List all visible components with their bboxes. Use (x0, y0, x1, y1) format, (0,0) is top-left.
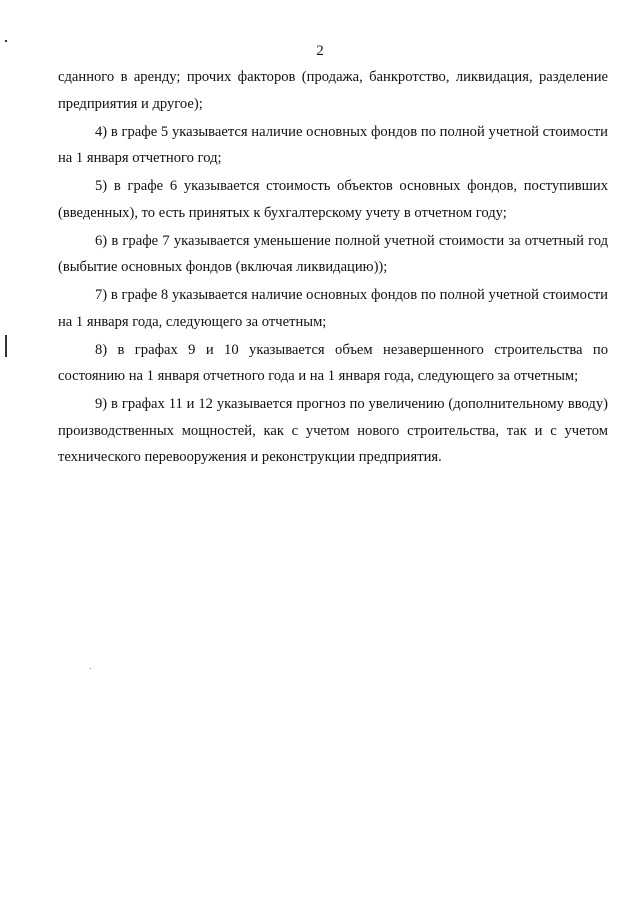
paragraph-item-4: 4) в графе 5 указывается наличие основных фондов по полной учетной стоимости на 1 января отчетного год; (58, 123, 608, 166)
paragraph-item-9: 9) в графах 11 и 12 указывается прогноз по увеличению (дополнительному вводу) производственных мощностей, как с учетом нового строительства, так и с учетом технического перевооружения и реконструкции предприятия. (58, 396, 608, 465)
paragraph-item-8: 8) в графах 9 и 10 указывается объем незавершенного строительства по состоянию на 1 января отчетного года и на 1 января года, следующего за отчетным; (58, 341, 608, 384)
paragraph-item-6: 6) в графе 7 указывается уменьшение полной учетной стоимости за отчетный год (выбытие основных фондов (включая ликвидацию)); (58, 232, 608, 275)
scan-speck (90, 668, 91, 669)
paragraph-item-5: 5) в графе 6 указывается стоимость объектов основных фондов, поступивших (введенных), то есть принятых к бухгалтерскому учету в отчетном году; (58, 178, 608, 221)
scan-margin-mark (5, 40, 7, 42)
scan-margin-mark (5, 335, 7, 357)
paragraph-item-7: 7) в графе 8 указывается наличие основных фондов по полной учетной стоимости на 1 января года, следующего за отчетным; (58, 287, 608, 330)
document-body (58, 64, 608, 472)
page-number: 2 (316, 43, 324, 59)
paragraph-continuation: сданного в аренду; прочих факторов (продажа, банкротство, ликвидация, разделение предприятия и другое); (58, 69, 608, 112)
